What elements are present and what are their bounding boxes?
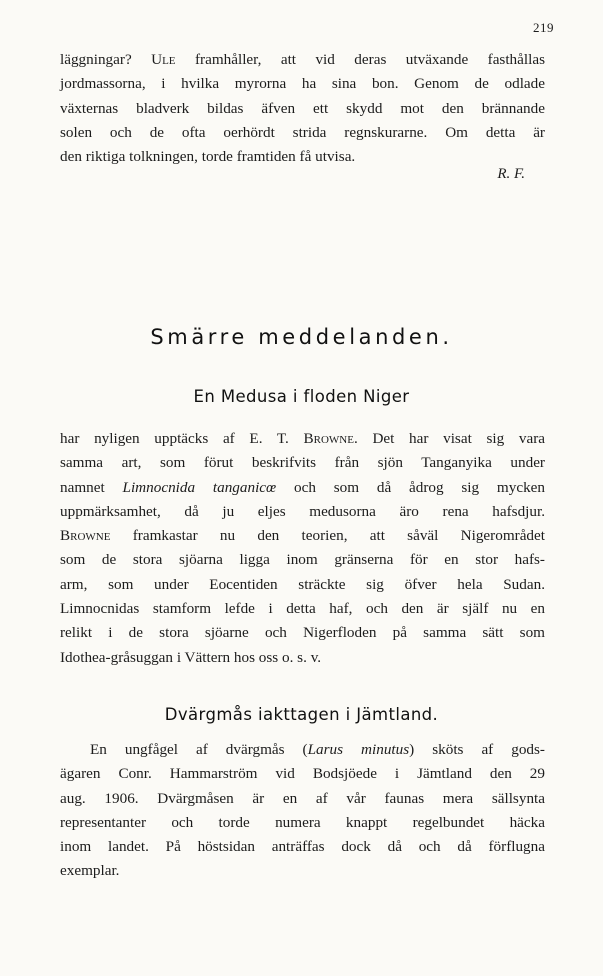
text-segment: namnet	[60, 478, 123, 496]
text-segment: framhåller, att vid deras utväxande fasthållas	[175, 51, 545, 68]
text-line	[60, 524, 545, 548]
text-segment: framkastar nu den teorien, att såväl Nigerområdet	[110, 527, 545, 545]
article-title-dvargmas: Dvärgmås iakttagen i Jämtland.	[164, 705, 439, 724]
species-name: Larus minutus	[307, 741, 410, 758]
article-body-dvargmas	[60, 738, 545, 884]
text-line	[60, 97, 545, 121]
section-title: Smärre meddelanden.	[150, 325, 453, 349]
article-body-medusa	[60, 427, 545, 670]
text-line	[60, 427, 545, 451]
text-segment: . Det har visat sig vara	[353, 430, 545, 447]
text-segment: har nyligen upptäcks af E. T.	[60, 430, 304, 447]
text-segment: som de stora sjöarna ligga inom gränserna för en stor hafs-	[60, 551, 545, 569]
text-segment: jordmassorna, i hvilka myrorna ha sina bon. Genom de odlade	[60, 75, 545, 93]
text-line	[60, 646, 545, 670]
page-number: 219	[533, 20, 554, 35]
text-line	[60, 621, 545, 645]
species-name: Limnocnida tanganicœ	[122, 478, 277, 496]
text-line	[60, 145, 545, 169]
text-line	[60, 548, 545, 572]
article-title-medusa: En Medusa i floden Niger	[193, 387, 410, 406]
text-line	[60, 500, 545, 524]
text-segment: och som då ådrog sig mycken	[276, 478, 545, 496]
text-segment: arm, som under Eocentiden sträckte sig öfver hela Sudan.	[60, 575, 545, 593]
text-line	[60, 476, 545, 500]
text-segment: läggningar?	[60, 51, 152, 68]
text-segment: exemplar.	[60, 862, 120, 880]
text-line	[60, 72, 545, 96]
text-line	[60, 738, 545, 762]
text-line	[60, 762, 545, 786]
text-segment: solen och de ofta oerhördt strida regnskurarne. Om detta är	[60, 123, 545, 141]
text-segment: relikt i de stora sjöarne och Nigerfloden på samma sätt som	[60, 624, 545, 642]
text-line	[60, 48, 545, 72]
text-segment: den riktiga tolkningen, torde framtiden få utvisa.	[60, 148, 356, 166]
text-line	[60, 787, 545, 811]
text-segment: Idothea-gråsuggan i Vättern hos oss o. s. v.	[60, 648, 322, 666]
text-segment: Limnocnidas stamform lefde i detta haf, och den är själf nu en	[60, 600, 545, 618]
author-name: Browne	[303, 430, 354, 447]
author-name: Ule	[151, 51, 176, 68]
text-segment: En ungfågel af dvärgmås (	[90, 741, 308, 758]
text-segment: ) sköts af gods-	[409, 741, 545, 758]
intro-paragraph	[60, 48, 545, 169]
text-line	[60, 859, 545, 883]
author-name: Browne	[60, 527, 111, 545]
text-segment: växternas bladverk bildas äfven ett skydd mot den brännande	[60, 99, 545, 117]
text-line	[60, 597, 545, 621]
text-segment: representanter och torde numera knappt regelbundet häcka	[60, 813, 545, 831]
signature: R. F.	[497, 166, 525, 182]
text-line	[60, 451, 545, 475]
text-segment: ägaren Conr. Hammarström vid Bodsjöede i Jämtland den 29	[60, 765, 545, 783]
text-segment: uppmärksamhet, då ju eljes medusorna äro rena hafsdjur.	[60, 502, 545, 520]
text-segment: aug. 1906. Dvärgmåsen är en af vår faunas mera sällsynta	[60, 789, 545, 807]
text-line	[60, 573, 545, 597]
text-segment: inom landet. På höstsidan anträffas dock då och då förflugna	[60, 838, 545, 856]
text-line	[60, 835, 545, 859]
text-line	[60, 121, 545, 145]
text-segment: samma art, som förut beskrifvits från sjön Tanganyika under	[60, 454, 545, 472]
text-line	[60, 811, 545, 835]
